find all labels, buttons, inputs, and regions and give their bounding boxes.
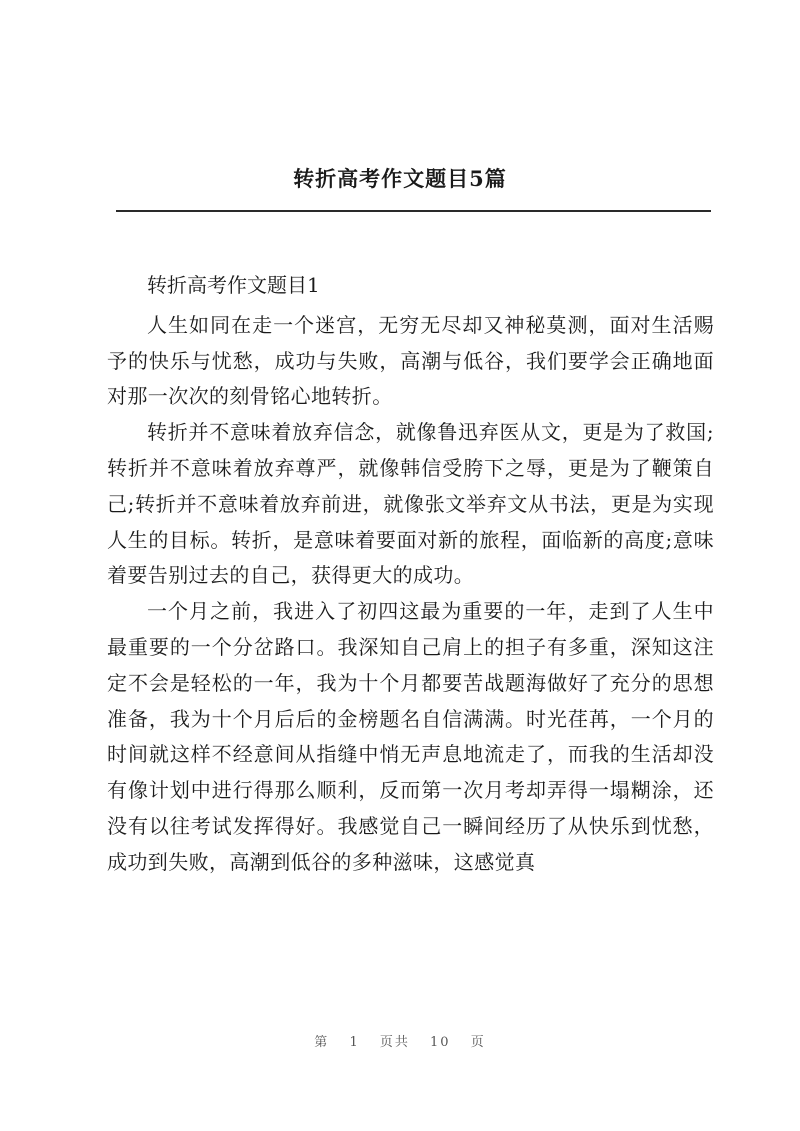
footer-page-suffix: 页 bbox=[470, 1035, 486, 1050]
page-footer bbox=[0, 1031, 800, 1050]
title-divider bbox=[116, 210, 711, 212]
paragraph-2: 转折并不意味着放弃信念，就像鲁迅弃医从文，更是为了救国;转折并不意味着放弃尊严，就像韩信受胯下之辱，更是为了鞭策自己;转折并不意味着放弃前进，就像张文举弃文从书法，更是为实现人生的目标。转折，是意味着要面对新的旅程，面临新的高度;意味着要告别过去的自己，获得更大的成功。 bbox=[107, 420, 714, 588]
paragraph-3: 一个月之前，我进入了初四这最为重要的一年，走到了人生中最重要的一个分岔路口。我深知自己肩上的担子有多重，深知这注定不会是轻松的一年，我为十个月都要苦战题海做好了充分的思想准备，我为十个月后后的金榜题名自信满满。时光荏苒，一个月的时间就这样不经意间从指缝中悄无声息地流走了，而我的生活却没有像计划中进行得那么顺利，反而第一次月考却弄得一塌糊涂，还没有以往考试发挥得好。我感觉自己一瞬间经历了从快乐到忧愁，成功到失败，高潮到低谷的多种滋味，这感觉真 bbox=[107, 599, 714, 874]
document-body bbox=[107, 268, 714, 881]
document-title: 转折高考作文题目5篇 bbox=[293, 166, 507, 191]
paragraph-1: 人生如同在走一个迷宫，无穷无尽却又神秘莫测，面对生活赐予的快乐与忧愁，成功与失败，高潮与低谷，我们要学会正确地面对那一次次的刻骨铭心地转折。 bbox=[107, 312, 714, 409]
footer-page-middle: 页共 bbox=[379, 1035, 410, 1050]
footer-page-prefix: 第 bbox=[314, 1035, 330, 1050]
section-heading: 转折高考作文题目1 bbox=[147, 273, 320, 297]
footer-current-page: 1 bbox=[349, 1035, 360, 1050]
footer-total-pages: 10 bbox=[430, 1035, 451, 1050]
